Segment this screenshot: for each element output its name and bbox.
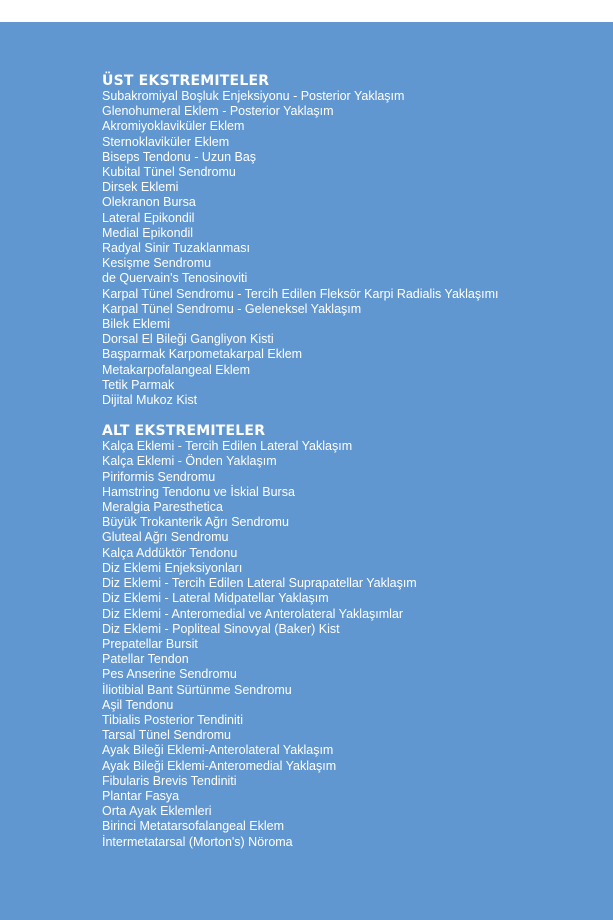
list-item: Diz Eklemi - Lateral Midpatellar Yaklaşım xyxy=(102,591,329,606)
list-item: Orta Ayak Eklemleri xyxy=(102,804,212,819)
contents-panel xyxy=(0,22,613,920)
list-item: İliotibial Bant Sürtünme Sendromu xyxy=(102,682,292,697)
list-item: Kalça Eklemi - Önden Yaklaşım xyxy=(102,454,277,469)
list-item: Diz Eklemi - Anteromedial ve Anterolateral Yaklaşımlar xyxy=(102,606,404,621)
section-divider xyxy=(102,408,602,423)
list-item: Fibularis Brevis Tendiniti xyxy=(102,773,237,788)
list-item: Aşil Tendonu xyxy=(102,697,174,712)
contents-list xyxy=(102,73,602,850)
list-item: Patellar Tendon xyxy=(102,652,189,667)
list-item: Kalça Addüktör Tendonu xyxy=(102,545,238,560)
section-title-upper: ÜST EKSTREMITELER xyxy=(102,73,270,89)
list-item: Gluteal Ağrı Sendromu xyxy=(102,530,229,545)
list-item: Subakromiyal Boşluk Enjeksiyonu - Posterior Yaklaşım xyxy=(102,89,405,103)
list-item: Medial Epikondil xyxy=(102,225,194,240)
list-item: Karpal Tünel Sendromu - Geleneksel Yaklaşım xyxy=(102,301,362,316)
list-item: İntermetatarsal (Morton's) Nöroma xyxy=(102,834,293,849)
list-item: Diz Eklemi Enjeksiyonları xyxy=(102,560,243,575)
list-item: Tibialis Posterior Tendiniti xyxy=(102,712,244,727)
list-item: Olekranon Bursa xyxy=(102,195,196,210)
list-item: Prepatellar Bursit xyxy=(102,636,198,651)
list-item: Radyal Sinir Tuzaklanması xyxy=(102,241,250,256)
list-item: Dijital Mukoz Kist xyxy=(102,393,198,408)
list-item: Diz Eklemi - Tercih Edilen Lateral Suprapatellar Yaklaşım xyxy=(102,576,417,591)
list-item: Dirsek Eklemi xyxy=(102,180,179,195)
list-item: Lateral Epikondil xyxy=(102,210,195,225)
list-item: Bilek Eklemi xyxy=(102,317,171,332)
list-item: Meralgia Paresthetica xyxy=(102,500,223,515)
list-item: Kalça Eklemi - Tercih Edilen Lateral Yaklaşım xyxy=(102,439,353,454)
list-item: Tarsal Tünel Sendromu xyxy=(102,728,232,743)
section-title-lower: ALT EKSTREMITELER xyxy=(102,423,266,440)
list-item: Kesişme Sendromu xyxy=(102,256,212,271)
list-item: Diz Eklemi - Popliteal Sinovyal (Baker) Kist xyxy=(102,621,340,636)
list-item: Pes Anserine Sendromu xyxy=(102,667,237,682)
list-item: de Quervain's Tenosinoviti xyxy=(102,271,248,286)
list-item: Ayak Bileği Eklemi-Anteromedial Yaklaşım xyxy=(102,758,337,773)
list-item: Büyük Trokanterik Ağrı Sendromu xyxy=(102,515,289,530)
list-item: Birinci Metatarsofalangeal Eklem xyxy=(102,819,285,834)
list-item: Glenohumeral Eklem - Posterior Yaklaşım xyxy=(102,104,334,119)
list-item: Dorsal El Bileği Gangliyon Kisti xyxy=(102,332,274,347)
list-item: Karpal Tünel Sendromu - Tercih Edilen Fleksör Karpi Radialis Yaklaşımı xyxy=(102,286,499,301)
upper-extremity-list xyxy=(102,89,602,408)
list-item: Kubital Tünel Sendromu xyxy=(102,165,236,180)
list-item: Biseps Tendonu - Uzun Baş xyxy=(102,149,257,164)
list-item: Sternoklaviküler Eklem xyxy=(102,134,230,149)
lower-extremity-list xyxy=(102,439,602,849)
list-item: Metakarpofalangeal Eklem xyxy=(102,362,250,377)
list-item: Başparmak Karpometakarpal Eklem xyxy=(102,347,303,362)
list-item: Hamstring Tendonu ve İskial Bursa xyxy=(102,484,295,499)
list-item: Plantar Fasya xyxy=(102,788,180,803)
list-item: Ayak Bileği Eklemi-Anterolateral Yaklaşım xyxy=(102,743,334,758)
list-item: Tetik Parmak xyxy=(102,377,175,392)
list-item: Akromiyoklaviküler Eklem xyxy=(102,119,245,134)
list-item: Piriformis Sendromu xyxy=(102,469,216,484)
